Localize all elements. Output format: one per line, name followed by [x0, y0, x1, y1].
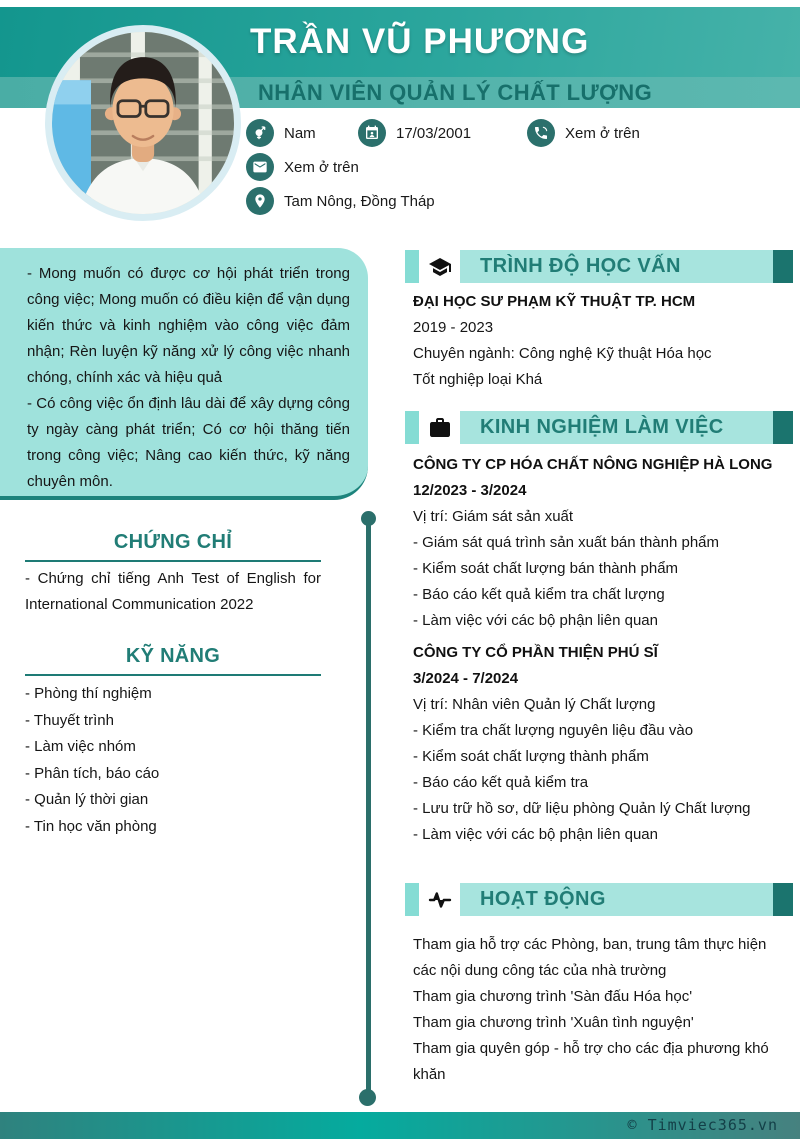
dob-value: 17/03/2001 [396, 124, 472, 142]
experience-job [405, 640, 793, 848]
education-major: Chuyên ngành: Công nghệ Kỹ thuật Hóa học [413, 345, 712, 362]
gender-icon [246, 119, 274, 147]
activity-item: Tham gia quyên góp - hỗ trợ cho các địa phương khó khăn [413, 1040, 769, 1083]
job-duty: - Làm việc với các bộ phận liên quan [413, 826, 658, 843]
footer-bar [0, 1112, 800, 1139]
candidate-name: TRẦN VŨ PHƯƠNG [250, 22, 590, 61]
activities-content [405, 932, 793, 1088]
calendar-icon [358, 119, 386, 147]
skill-item: - Phòng thí nghiệm [25, 685, 152, 702]
company-name: CÔNG TY CP HÓA CHẤT NÔNG NGHIỆP HÀ LONG [413, 456, 773, 473]
job-duty: - Kiểm soát chất lượng thành phẩm [413, 748, 649, 765]
skill-item: - Làm việc nhóm [25, 738, 136, 755]
profile-photo [45, 25, 241, 221]
contact-email [246, 153, 359, 181]
section-accent-square-light [405, 411, 419, 444]
job-duty: - Lưu trữ hồ sơ, dữ liệu phòng Quản lý Chất lượng [413, 800, 751, 817]
timeline-line [366, 523, 371, 1093]
address-value: Tam Nông, Đồng Tháp [284, 192, 435, 210]
skills-heading: KỸ NĂNG [25, 645, 321, 676]
pulse-icon [419, 883, 460, 916]
phone-value: Xem ở trên [565, 124, 640, 142]
job-duty: - Kiểm soát chất lượng bán thành phẩm [413, 560, 679, 577]
email-value: Xem ở trên [284, 158, 359, 176]
candidate-job-title: NHÂN VIÊN QUẢN LÝ CHẤT LƯỢNG [258, 80, 653, 105]
education-content [405, 289, 793, 393]
activity-item: Tham gia chương trình 'Xuân tình nguyện' [413, 1014, 694, 1031]
education-section-title: TRÌNH ĐỘ HỌC VẤN [460, 250, 773, 283]
skill-item: - Phân tích, báo cáo [25, 764, 160, 782]
experience-section-title: KINH NGHIỆM LÀM VIỆC [460, 411, 773, 444]
envelope-icon [246, 153, 274, 181]
skills-list [25, 681, 330, 840]
job-duty: - Báo cáo kết quả kiểm tra chất lượng [413, 586, 665, 603]
briefcase-icon [419, 411, 460, 444]
job-duty: - Làm việc với các bộ phận liên quan [413, 612, 658, 629]
skill-item: - Thuyết trình [25, 711, 114, 729]
education-section-header [405, 250, 793, 283]
activities-section-header [405, 883, 793, 916]
job-duty: - Giám sát quá trình sản xuất bán thành phẩm [413, 534, 720, 551]
activity-item: Tham gia chương trình 'Sàn đấu Hóa học' [413, 988, 693, 1005]
job-position: Vị trí: Nhân viên Quản lý Chất lượng [413, 696, 656, 713]
objective-paragraph: - Mong muốn có được cơ hội phát triển trong công việc; Mong muốn có điều kiện để vận dụng kiến thức và kinh nghiệm vào công việc đảm nhận; Rèn luyện kỹ năng xử lý công việc nhanh chóng, chính xác và hiệu quả [27, 265, 350, 386]
section-accent-square-light [405, 250, 419, 283]
experience-section-header [405, 411, 793, 444]
job-period: 12/2023 - 3/2024 [413, 482, 527, 499]
career-objective-box [0, 248, 368, 500]
contact-phone [527, 119, 640, 147]
phone-icon [527, 119, 555, 147]
skill-item: - Quản lý thời gian [25, 791, 149, 808]
job-duty: - Báo cáo kết quả kiểm tra [413, 774, 589, 791]
gender-value: Nam [284, 124, 316, 142]
section-accent-square-light [405, 883, 419, 916]
right-column [405, 250, 793, 1088]
contact-address [246, 187, 435, 215]
section-accent-square-dark [773, 250, 793, 283]
education-years: 2019 - 2023 [413, 319, 494, 336]
skill-item: - Tin học văn phòng [25, 817, 157, 835]
profile-photo-illustration [52, 32, 234, 214]
location-pin-icon [246, 187, 274, 215]
education-grade: Tốt nghiệp loại Khá [413, 371, 543, 388]
job-period: 3/2024 - 7/2024 [413, 670, 519, 687]
activity-item: Tham gia hỗ trợ các Phòng, ban, trung tâm thực hiện các nội dung công tác của nhà trường [413, 936, 767, 979]
contact-dob [358, 119, 471, 147]
job-position: Vị trí: Giám sát sản xuất [413, 508, 574, 525]
school-name: ĐẠI HỌC SƯ PHẠM KỸ THUẬT TP. HCM [413, 293, 696, 310]
branding-text: © Timviec365.vn [627, 1116, 778, 1134]
section-accent-square-dark [773, 411, 793, 444]
timeline-dot-bottom [359, 1089, 376, 1106]
section-accent-square-dark [773, 883, 793, 916]
graduation-cap-icon [419, 250, 460, 283]
certificates-heading: CHỨNG CHỈ [25, 531, 321, 562]
experience-job [405, 452, 793, 634]
objective-paragraph: - Có công việc ổn định lâu dài để xây dựng công ty ngày càng phát triển; Có cơ hội thăng tiến trong công việc; Nâng cao kiến thức, kỹ năng chuyên môn. [27, 395, 350, 490]
job-duty: - Kiểm tra chất lượng nguyên liệu đầu vào [413, 722, 694, 739]
activities-section-title: HOẠT ĐỘNG [460, 883, 773, 916]
company-name: CÔNG TY CỔ PHẦN THIỆN PHÚ SĨ [413, 644, 658, 661]
certificate-item: - Chứng chỉ tiếng Anh Test of English for International Communication 2022 [25, 570, 321, 613]
contact-gender [246, 119, 316, 147]
